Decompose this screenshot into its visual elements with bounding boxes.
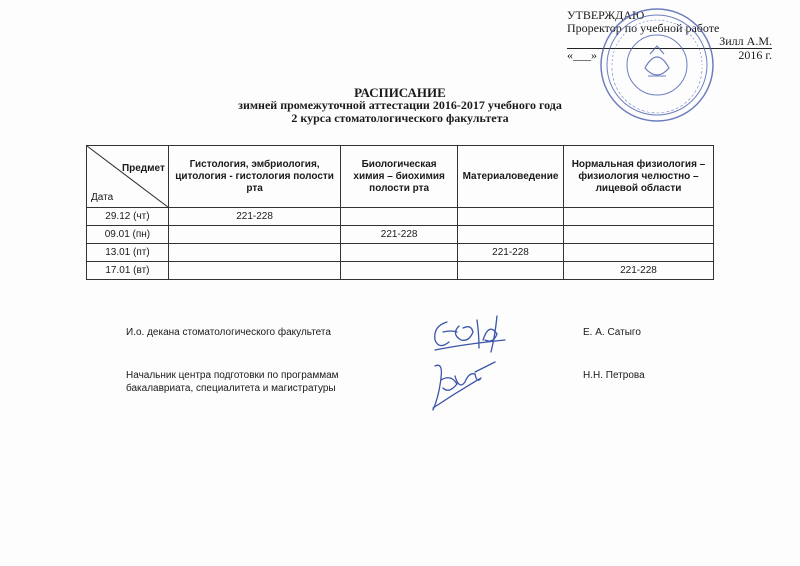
approval-name: Зилл А.М.: [719, 34, 772, 48]
table-cell: 221-228: [168, 208, 340, 226]
document-title: [200, 86, 600, 125]
table-cell: [168, 226, 340, 244]
approval-year: 2016 г.: [738, 48, 772, 62]
subject-header: Гистология, эмбриология, цитология - гистология полости рта: [168, 146, 340, 208]
title-line-3: 2 курса стоматологического факультета: [291, 111, 509, 125]
head-title-line-1: Начальник центра подготовки по программам: [126, 370, 339, 381]
table-cell: [168, 244, 340, 262]
dean-signature-icon: [425, 310, 520, 360]
corner-date-label: Дата: [91, 192, 114, 203]
table-cell: [341, 244, 458, 262]
title-main: РАСПИСАНИЕ: [354, 85, 446, 100]
table-cell: [458, 208, 564, 226]
table-row: [87, 262, 714, 280]
table-cell: [563, 244, 713, 262]
head-signature-icon: [425, 358, 505, 416]
dean-title: И.о. декана стоматологического факультета: [126, 327, 331, 338]
head-name: Н.Н. Петрова: [583, 370, 645, 381]
corner-subject-label: Предмет: [121, 163, 165, 174]
table-cell: [563, 226, 713, 244]
dean-name: Е. А. Сатыго: [583, 327, 641, 338]
table-cell: [563, 208, 713, 226]
approval-position: Проректор по учебной работе: [567, 21, 720, 35]
table-cell: 221-228: [563, 262, 713, 280]
subject-header: Материаловедение: [458, 146, 564, 208]
table-row: [87, 208, 714, 226]
subject-header: Биологическая химия – биохимия полости рта: [341, 146, 458, 208]
table-cell: [458, 226, 564, 244]
head-title: [126, 369, 339, 395]
table-header-row: [87, 146, 714, 208]
table-cell: [458, 262, 564, 280]
date-cell: 29.12 (чт): [87, 208, 169, 226]
table-cell: [341, 262, 458, 280]
official-stamp-icon: [598, 6, 716, 124]
approval-heading: УТВЕРЖДАЮ: [567, 8, 645, 22]
schedule-table: [86, 145, 714, 280]
approval-date-prefix: «___»: [567, 48, 597, 62]
corner-cell: [87, 146, 169, 208]
table-row: [87, 244, 714, 262]
head-title-line-2: бакалавриата, специалитета и магистратуры: [126, 383, 336, 394]
table-row: [87, 226, 714, 244]
title-line-2: зимней промежуточной аттестации 2016-2017 учебного года: [238, 98, 562, 112]
subject-header: Нормальная физиология – физиология челюстно – лицевой области: [563, 146, 713, 208]
table-cell: 221-228: [458, 244, 564, 262]
table-cell: [341, 208, 458, 226]
table-cell: [168, 262, 340, 280]
date-cell: 09.01 (пн): [87, 226, 169, 244]
table-cell: 221-228: [341, 226, 458, 244]
date-cell: 13.01 (пт): [87, 244, 169, 262]
date-cell: 17.01 (вт): [87, 262, 169, 280]
